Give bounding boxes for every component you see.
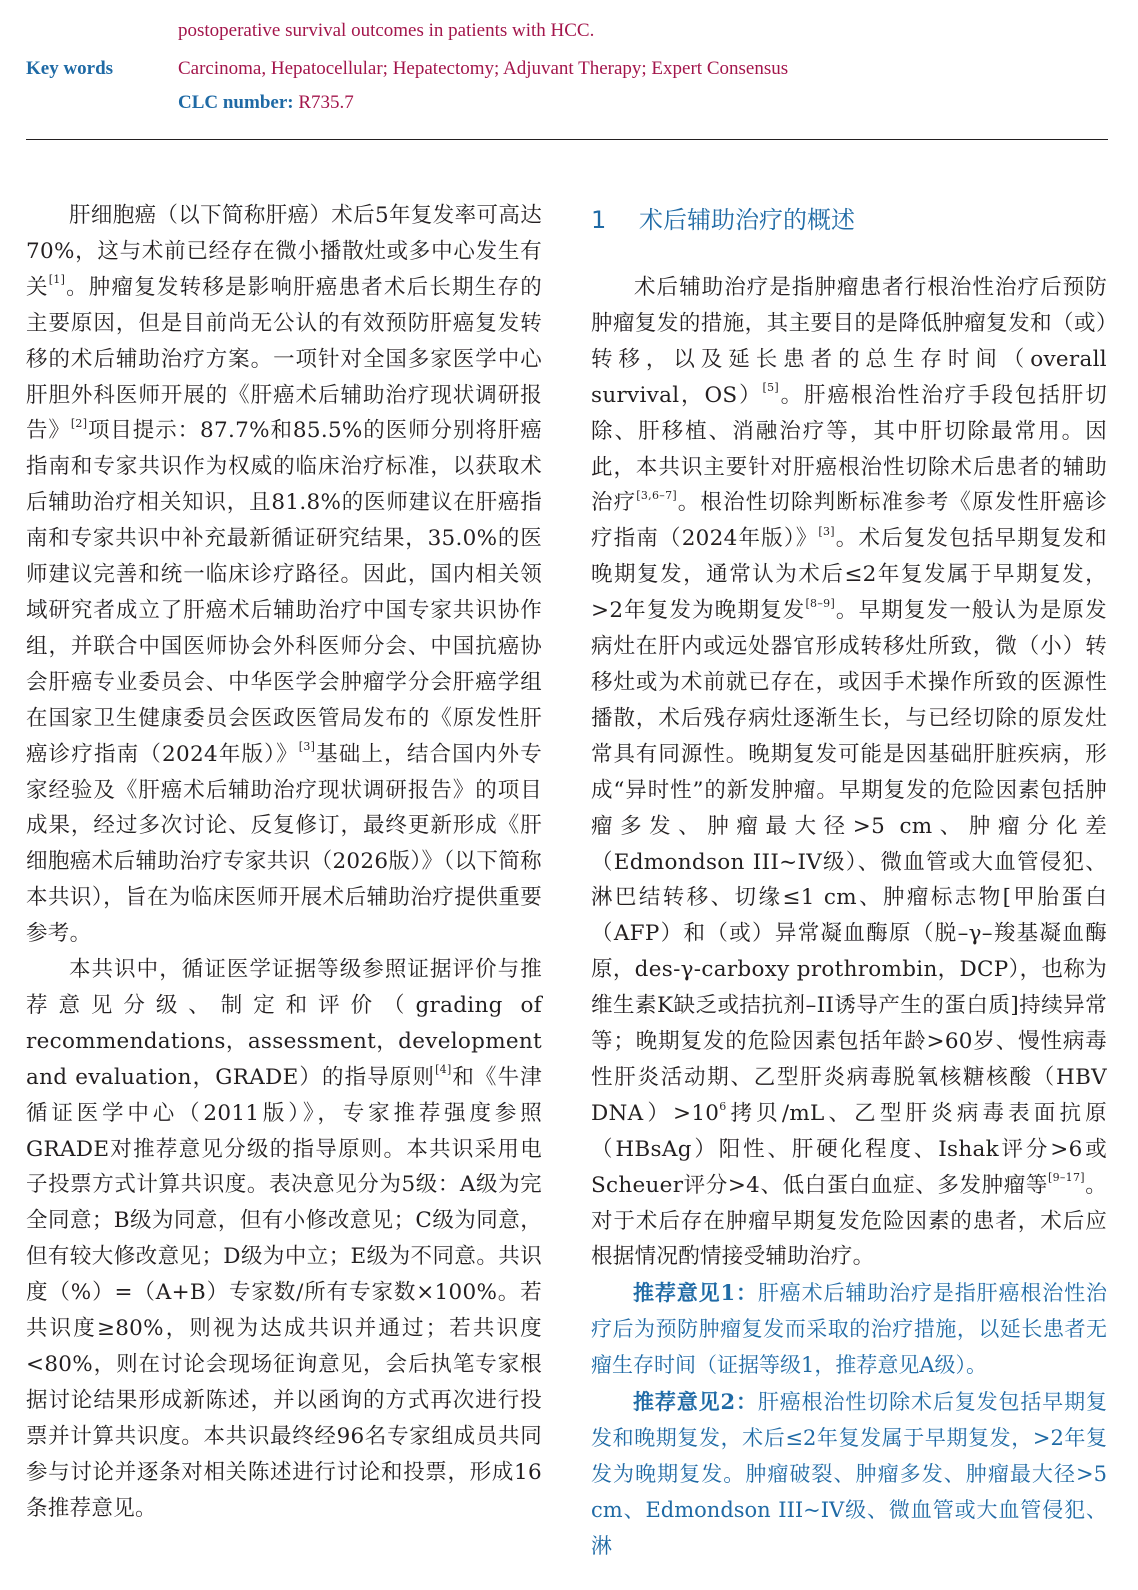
clc-line <box>178 92 354 114</box>
section-number: 1 <box>591 206 607 234</box>
recommendation-2 <box>591 1384 1107 1565</box>
recommendation-2-label: 推荐意见2： <box>633 1389 758 1415</box>
keywords-text: Carcinoma, Hepatocellular; Hepatectomy; Adjuvant Therapy; Expert Consensus <box>178 58 789 79</box>
overview-paragraph: 术后辅助治疗是指肿瘤患者行根治性治疗后预防肿瘤复发的措施，其主要目的是降低肿瘤复发和（或）转移，以及延长患者的总生存时间（overall survival，OS）[5]。肝癌根治性治疗手段包括肝切除、肝移植、消融治疗等，其中肝切除最常用。因此，本共识主要针对肝癌根治性切除术后患者的辅助治疗[3,6–7]。根治性切除判断标准参考《原发性肝癌诊疗指南（2024年版）》[3]。术后复发包括早期复发和晚期复发，通常认为术后≤2年复发属于早期复发，>2年复发为晚期复发[8–9]。早期复发一般认为是原发病灶在肝内或远处器官形成转移灶所致，微（小）转移灶或为术前就已存在，或因手术操作所致的医源性播散，术后残存病灶逐渐生长，与已经切除的原发灶常具有同源性。晚期复发可能是因基础肝脏疾病，形成“异时性”的新发肿瘤。早期复发的危险因素包括肿瘤多发、肿瘤最大径>5 cm、肿瘤分化差（Edmondson III~IV级）、微血管或大血管侵犯、淋巴结转移、切缘≤1 cm、肿瘤标志物[甲胎蛋白（AFP）和（或）异常凝血酶原（脱–γ–羧基凝血酶原，des-γ-carboxy prothrombin，DCP），也称为维生素K缺乏或拮抗剂–II诱导产生的蛋白质]持续异常等；晚期复发的危险因素包括年龄>60岁、慢性病毒性肝炎活动期、乙型肝炎病毒脱氧核糖核酸（HBV $DNA)>10^6$拷贝/mL、乙型肝炎病毒表面抗原（HBsAg）阳性、肝硬化程度、Ishak评分>6或Scheuer评分>4、低白蛋白血症、多发肿瘤等[9–17]。对于术后存在肿瘤早期复发危险因素的患者，术后应根据情况酌情接受辅助治疗。 <box>591 275 1108 1270</box>
recommendation-1-label: 推荐意见1： <box>633 1280 758 1306</box>
recommendation-1-text: 肝癌术后辅助治疗是指肝癌根治性治疗后为预防肿瘤复发而采取的治疗措施，以延长患者无瘤生存时间（证据等级1，推荐意见A级）。 <box>591 1281 1107 1378</box>
citation-5: [5] <box>762 381 779 395</box>
citation-8-9: [8–9] <box>805 596 836 610</box>
recommendation-1 <box>591 1275 1107 1384</box>
abstract-header <box>0 0 1138 150</box>
intro-paragraph: 肝细胞癌（以下简称肝癌）术后5年复发率可高达70%，这与术前已经存在微小播散灶或多中心发生有关[1]。肿瘤复发转移是影响肝癌患者术后长期生存的主要原因，但是目前尚无公认的有效预防肝癌复发转移的术后辅助治疗方案。一项针对全国多家医学中心肝胆外科医师开展的《肝癌术后辅助治疗现状调研报告》[2]项目提示：87.7%和85.5%的医师分别将肝癌指南和专家共识作为权威的临床治疗标准，以获取术后辅助治疗相关知识，且81.8%的医师建议在肝癌指南和专家共识中补充最新循证研究结果，35.0%的医师建议完善和统一临床诊疗路径。因此，国内相关领域研究者成立了肝癌术后辅助治疗中国专家共识协作组，并联合中国医师协会外科医师分会、中国抗癌协会肝癌专业委员会、中华医学会肿瘤学分会肝癌学组在国家卫生健康委员会医政医管局发布的《原发性肝癌诊疗指南（2024年版）》[3]基础上，结合国内外专家经验及《肝癌术后辅助治疗现状调研报告》的项目成果，经过多次讨论、反复修订，最终更新形成《肝细胞癌术后辅助治疗专家共识（2026版）》（以下简称本共识），旨在为临床医师开展术后辅助治疗提供重要参考。 <box>26 203 542 947</box>
header-divider <box>26 139 1108 140</box>
citation-3-6-7: [3,6–7] <box>636 489 677 503</box>
clc-label: CLC number: <box>178 92 294 113</box>
keywords-label: Key words <box>26 58 114 79</box>
citation-9-17: [9–17] <box>1047 1171 1085 1185</box>
methods-paragraph: 本共识中，循证医学证据等级参照证据评价与推荐意见分级、制定和评价（grading of recommendations，assessment，development and evaluation，GRADE）的指导原则[4]和《牛津循证医学中心（2011版）》，专家推荐强度参照GRADE对推荐意见分级的指导原则。本共识采用电子投票方式计算共识度。表决意见分为5级：A级为完全同意；B级为同意，但有小修改意见；C级为同意，但有较大修改意见；D级为中立；E级为不同意。共识度（%）=（A+B）专家数/所有专家数×100%。若共识度≥80%，则视为达成共识并通过；若共识度<80%，则在讨论会现场征询意见，会后执笔专家根据讨论结果形成新陈述，并以函询的方式再次进行投票并计算共识度。本共识最终经96名专家组成员共同参与讨论并逐条对相关陈述进行讨论和投票，形成16条推荐意见。 <box>26 957 543 1521</box>
recommendation-2-text: 肝癌根治性切除术后复发包括早期复发和晚期复发，术后≤2年复发属于早期复发，>2年复发为晚期复发。肿瘤破裂、肿瘤多发、肿瘤最大径>5 cm、Edmondson III~IV级、微血管或大血管侵犯、淋 <box>591 1390 1107 1558</box>
section-heading <box>591 198 1107 270</box>
right-column <box>591 198 1107 1565</box>
exponent-6: 6 <box>719 1099 727 1113</box>
citation-4: [4] <box>435 1063 452 1077</box>
citation-3: [3] <box>298 740 316 754</box>
citation-3b: [3] <box>818 525 835 538</box>
abstract-tail: postoperative survival outcomes in patients with HCC. <box>178 20 595 41</box>
left-column <box>26 198 542 1527</box>
section-title: 术后辅助治疗的概述 <box>639 206 855 234</box>
clc-value: R735.7 <box>298 92 354 113</box>
citation-1: [1] <box>48 273 66 287</box>
citation-2: [2] <box>70 417 88 431</box>
